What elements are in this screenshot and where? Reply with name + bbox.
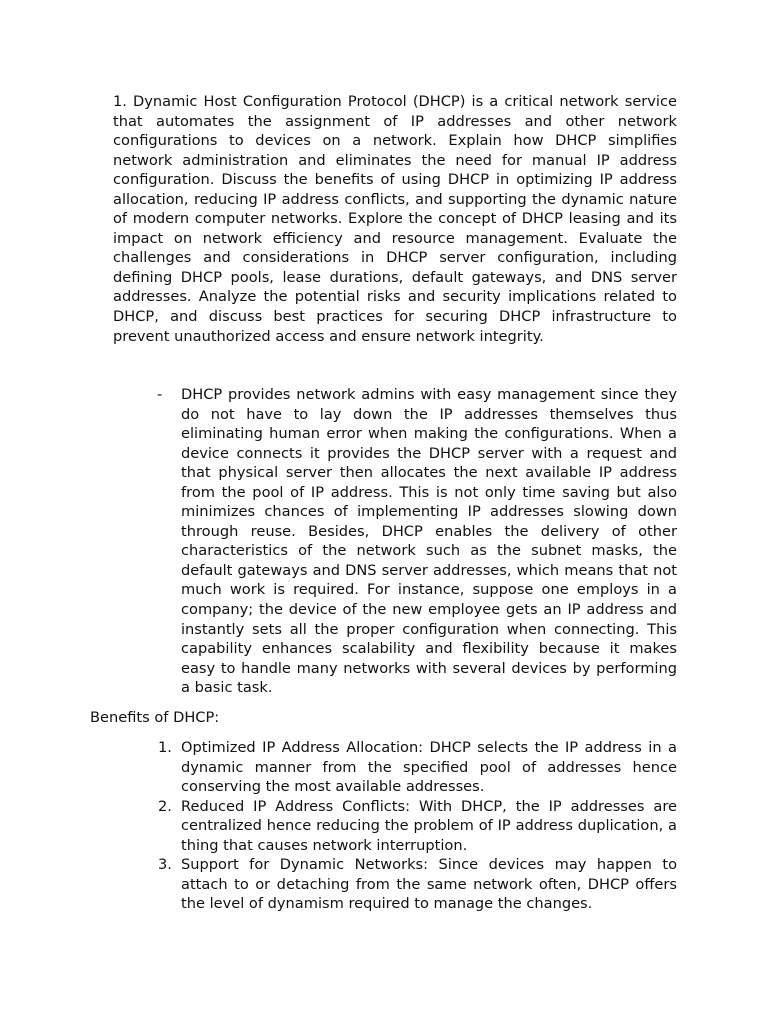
- question-paragraph: 1. Dynamic Host Configuration Protocol (DHCP) is a critical network service that automates the assignment of IP addresses and other network configurations to devices on a network. Explain how DHCP simplifies network administration and eliminates the need for manual IP address configuration. Discuss the benefits of using DHCP in optimizing IP address allocation, reducing IP address conflicts, and supporting the dynamic nature of modern computer networks. Explore the concept of DHCP leasing and its impact on network efficiency and resource management. Evaluate the challenges and considerations in DHCP server configuration, including defining DHCP pools, lease durations, default gateways, and DNS server addresses. Analyze the potential risks and security implications related to DHCP, and discuss best practices for securing DHCP infrastructure to prevent unauthorized access and ensure network integrity.: [113, 93, 677, 345]
- list-item: [158, 855, 677, 914]
- benefits-list: [158, 738, 677, 914]
- list-item-number: 2.: [158, 797, 172, 815]
- list-item-text: Reduced IP Address Conflicts: With DHCP, the IP addresses are centralized hence reducing the problem of IP address duplication, a thing that causes network interruption.: [181, 797, 677, 854]
- list-item-text: Support for Dynamic Networks: Since devices may happen to attach to or detaching from the same network often, DHCP offers the level of dynamism required to manage the changes.: [181, 856, 677, 913]
- benefits-heading: Benefits of DHCP:: [90, 709, 220, 726]
- list-item-number: 3.: [158, 856, 172, 874]
- list-item-text: Optimized IP Address Allocation: DHCP selects the IP address in a dynamic manner from the specified pool of addresses hence conserving the most available addresses.: [181, 739, 677, 796]
- list-item-number: 1.: [158, 739, 172, 756]
- list-item: [158, 738, 677, 797]
- answer-bullet: -: [157, 386, 163, 403]
- answer-paragraph: DHCP provides network admins with easy management since they do not have to lay down the IP addresses themselves thus eliminating human error when making the configurations. When a device connects it provides the DHCP server with a request and that physical server then allocates the next available IP address from the pool of IP address. This is not only time saving but also minimizes chances of implementing IP addresses slowing down through reuse. Besides, DHCP enables the delivery of other characteristics of the network such as the subnet masks, the default gateways and DNS server addresses, which means that not much work is required. For instance, suppose one employs in a company; the device of the new employee gets an IP address and instantly sets all the proper configuration when connecting. This capability enhances scalability and flexibility because it makes easy to handle many networks with several devices by performing a basic task.: [181, 386, 677, 697]
- list-item: [158, 797, 677, 856]
